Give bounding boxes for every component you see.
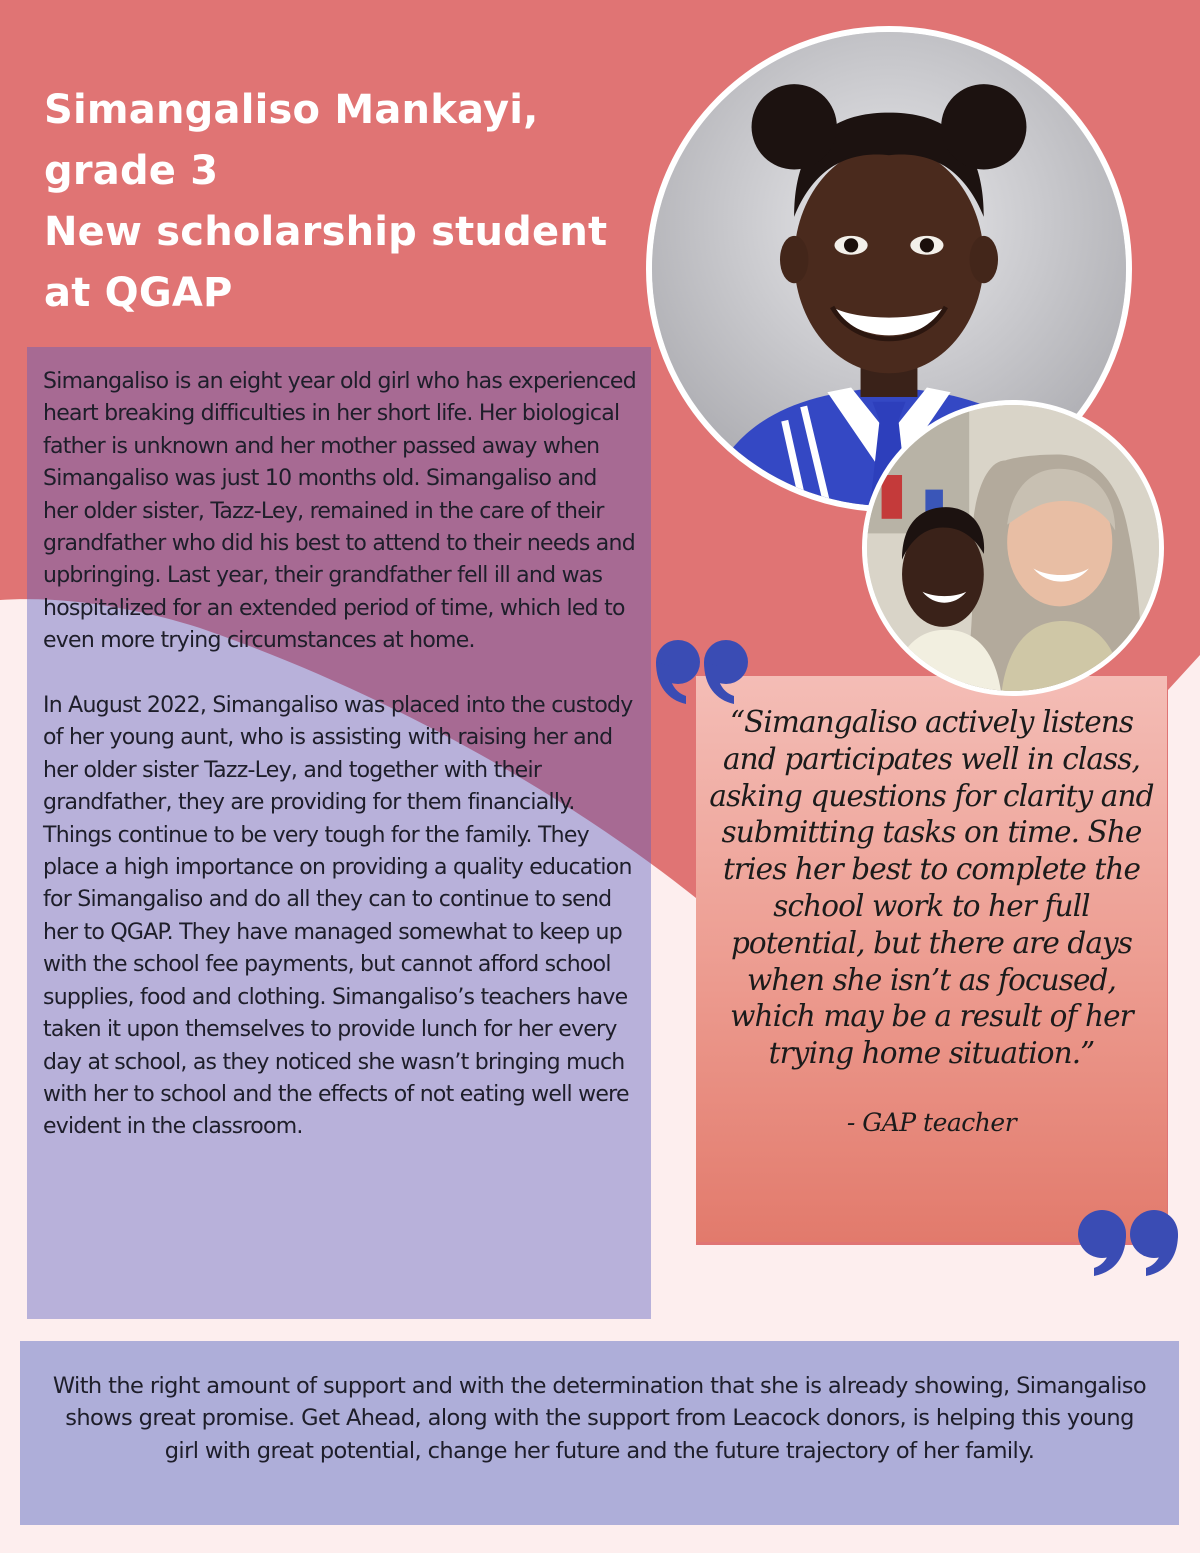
page-title bbox=[44, 80, 644, 324]
close-quote-icon bbox=[1074, 1208, 1180, 1278]
story-paragraph: In August 2022, Simangaliso was placed into the custody of her young aunt, who is assisting with raising her and her older sister Tazz-Ley, and together with their grandfather, they are providing for them financially. Things continue to be very tough for the family. They place a high importance on providing a quality education for Simangaliso and do all they can to continue to send her to QGAP. They have managed somewhat to keep up with the school fee payments, but cannot afford school supplies, food and clothing. Simangaliso’s teachers have taken it upon themselves to provide lunch for her every day at school, as they noticed she wasn’t bringing much with her to school and the effects of not eating well were evident in the classroom. bbox=[43, 693, 633, 1140]
story-paragraph: Simangaliso is an eight year old girl who has experienced heart breaking difficulties in her short life. Her biological father is unknown and her mother passed away when Simangaliso was just 10 months old. Simangaliso and her older sister, Tazz-Ley, remained in the care of their grandfather who did his best to attend to their needs and upbringing. Last year, their grandfather fell ill and was hospitalized for an extended period of time, which led to even more trying circumstances at home. bbox=[43, 369, 636, 654]
title-line: at QGAP bbox=[44, 270, 233, 316]
story-panel bbox=[27, 347, 651, 1319]
title-line: Simangaliso Mankayi, bbox=[44, 87, 539, 133]
teacher-selfie-photo bbox=[862, 400, 1164, 696]
teacher-quote-box bbox=[696, 676, 1167, 1242]
title-line: New scholarship student bbox=[44, 209, 608, 255]
open-quote-icon bbox=[652, 636, 752, 706]
title-line: grade 3 bbox=[44, 148, 219, 194]
closing-panel bbox=[20, 1341, 1179, 1525]
quote-attribution: - GAP teacher bbox=[846, 1107, 1017, 1137]
closing-text: With the right amount of support and with the determination that she is already showing, Simangaliso shows great promise. Get Ahead, along with the support from Leacock donors, is helping this young girl with great potential, change her future and the future trajectory of her family. bbox=[52, 1373, 1147, 1464]
quote-text: “Simangaliso actively listens and participates well in class, asking questions for clarity and submitting tasks on time. She tries her best to complete the school work to her full potential, but there are days when she isn’t as focused, which may be a result of her trying home situation.” bbox=[709, 705, 1154, 1071]
